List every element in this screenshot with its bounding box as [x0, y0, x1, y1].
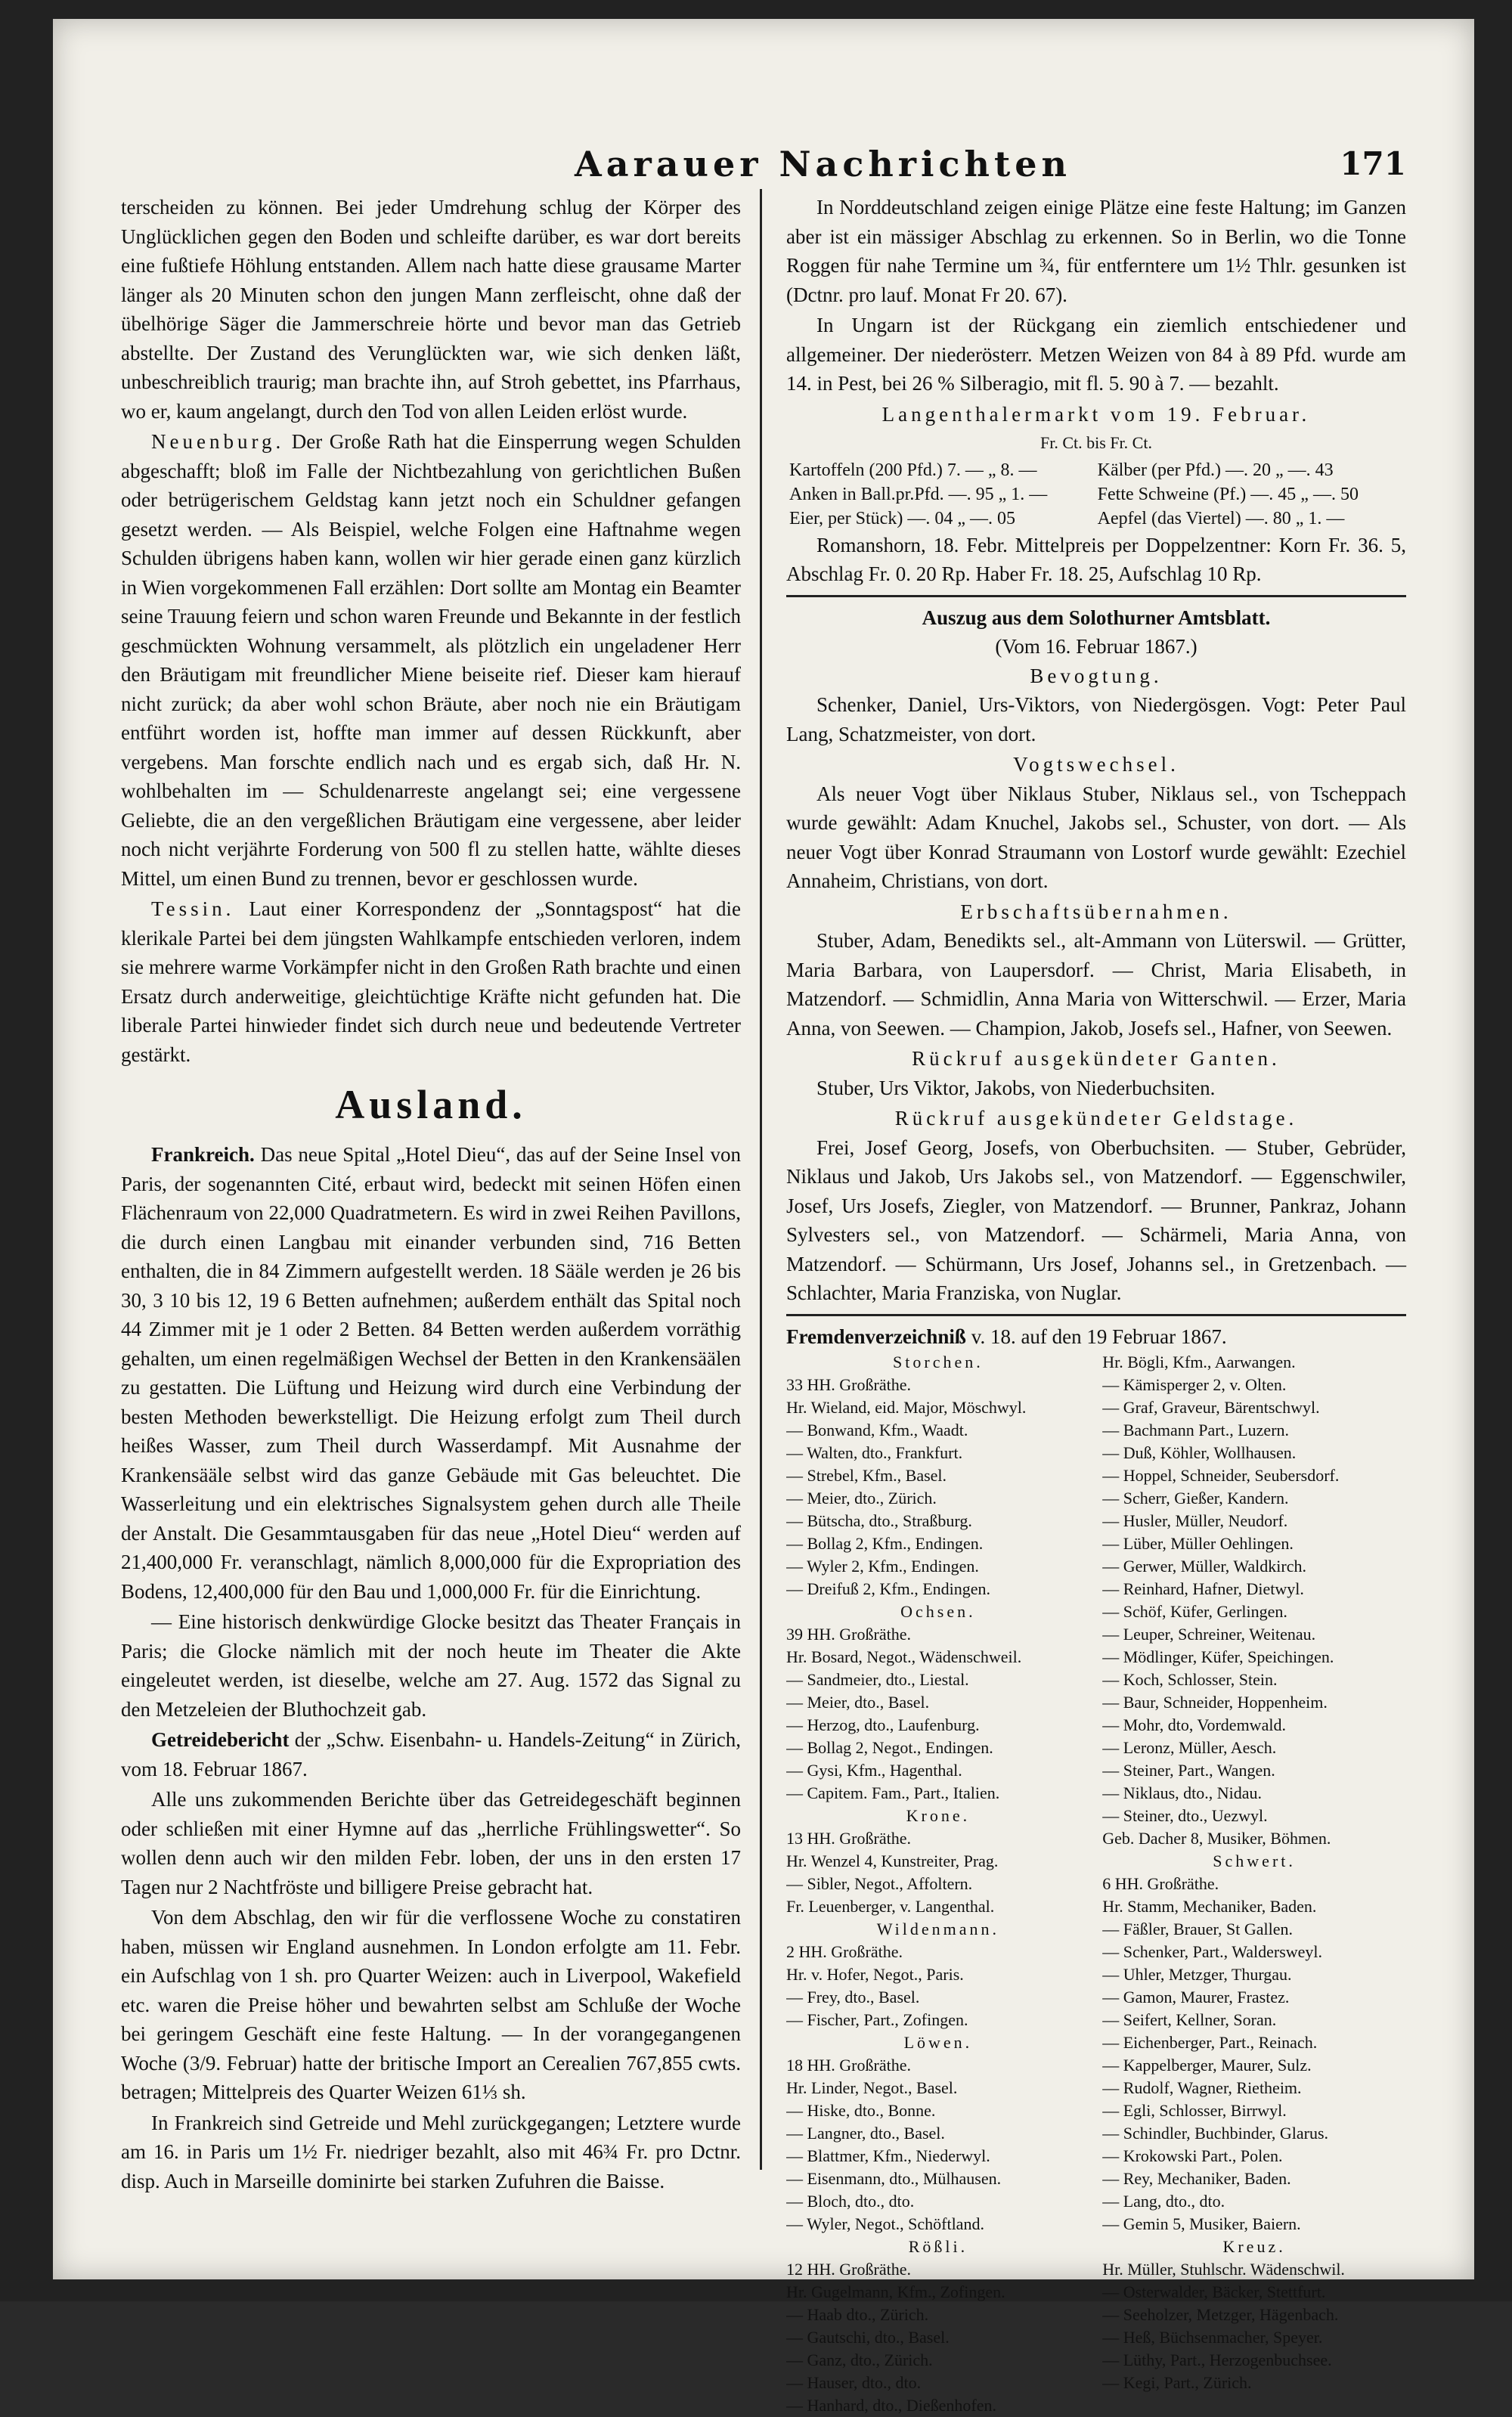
- guest-list-item: Hr. Bosard, Negot., Wädenschweil.: [786, 1647, 1022, 1666]
- erbschaft-heading: Erbschaftsübernahmen.: [960, 900, 1232, 923]
- guest-list-item: — Herzog, dto., Laufenburg.: [786, 1715, 980, 1734]
- guest-list-item: — Mohr, dto, Vordemwald.: [1102, 1715, 1286, 1734]
- guest-list-item: Hr. Gugelmann, Kfm., Zofingen.: [786, 2282, 1005, 2301]
- table-cell: Kartoffeln (200 Pfd.) 7. — „ 8. —: [789, 460, 1037, 480]
- guest-list-item: — Eisenmann, dto., Mülhausen.: [786, 2169, 1002, 2188]
- guest-list-item: Ochsen.: [900, 1602, 976, 1621]
- guest-list-item: Geb. Dacher 8, Musiker, Böhmen.: [1102, 1829, 1331, 1848]
- guest-list-item: — Leuper, Schreiner, Weitenau.: [1102, 1625, 1316, 1644]
- guest-list-item: Hr. v. Hofer, Negot., Paris.: [786, 1965, 964, 1984]
- erbschaft-text: Stuber, Adam, Benedikts sel., alt-Ammann von Lüterswil. — Grütter, Maria Barbara, von Laupersdorf. — Christ, Maria Elisabeth, in Matzendorf. — Schmidlin, Anna Maria von Witterschwil. — Erzer, Maria Anna, von Seewen. — Champion, Jakob, Josefs sel., Hafner, von Seewen.: [786, 929, 1406, 1040]
- guest-list-item: Wildenmann.: [876, 1920, 1000, 1938]
- guest-list-item: Krone.: [906, 1806, 971, 1825]
- amtsblatt-date: (Vom 16. Februar 1867.): [995, 635, 1198, 658]
- table-cell: Kälber (per Pfd.) —. 20 „ —. 43: [1097, 460, 1334, 480]
- paragraph-tessin: [121, 894, 741, 1069]
- guest-list-item: Hr. Bögli, Kfm., Aarwangen.: [1102, 1353, 1296, 1371]
- bevogtung-heading: Bevogtung.: [1030, 664, 1163, 687]
- guest-list-item: — Bonwand, Kfm., Waadt.: [786, 1421, 968, 1439]
- guest-list-item: Kreuz.: [1222, 2237, 1286, 2256]
- guest-list-item: — Eichenberger, Part., Reinach.: [1102, 2033, 1318, 2052]
- guest-list-item: Schwert.: [1213, 1851, 1296, 1870]
- place-heading: Frankreich.: [151, 1143, 255, 1166]
- vogtswechsel-text: Als neuer Vogt über Niklaus Stuber, Niklaus sel., von Tscheppach wurde gewählt: Adam Knuchel, Jakobs sel., Schuster, von dort. — Als neuer Vogt über Konrad Straumann von Lostorf wurde gewählt: Ezechiel Annaheim, Christians, von dort.: [786, 782, 1406, 892]
- page-number: 171: [1340, 145, 1406, 182]
- guest-list-item: — Bütscha, dto., Straßburg.: [786, 1511, 972, 1530]
- guest-list-item: — Schindler, Buchbinder, Glarus.: [1102, 2124, 1329, 2143]
- guest-list-item: Hr. Linder, Negot., Basel.: [786, 2078, 958, 2097]
- paragraph-ungarn: In Ungarn ist der Rückgang ein ziemlich entschiedener und allgemeiner. Der niederösterr. Metzen Weizen von 84 à 89 Pfd. wurde am 14. in Pest, bei 26 % Silberagio, mit fl. 5. 90 à 7. — bezahlt.: [786, 314, 1406, 395]
- guest-list-item: — Ganz, dto., Zürich.: [786, 2350, 933, 2369]
- vogtswechsel-heading: Vogtswechsel.: [1013, 753, 1179, 776]
- guest-list-item: Storchen.: [893, 1353, 984, 1371]
- guest-list-item: — Egli, Schlosser, Birrwyl.: [1102, 2101, 1287, 2120]
- guest-list-item: 13 HH. Großräthe.: [786, 1829, 911, 1848]
- table-row: [786, 507, 1406, 531]
- guest-list-left: [786, 1351, 1090, 2417]
- place-heading: Tessin.: [151, 897, 235, 920]
- guest-list-item: — Gamon, Maurer, Frastez.: [1102, 1988, 1290, 2006]
- paragraph-text: Laut einer Korrespondenz der „Sonntagspost“ hat die klerikale Partei bei dem jüngsten Wahlkampfe entschieden verloren, indem sie mehrere warme Vorkämpfer nicht in den Großen Rath brachte und einen Ersatz durch anderweitige, gleichtüchtige Kräfte nicht gefunden hat. Die liberale Partei hinwieder findet sich durch neue und bedeutende Vertreter gestärkt.: [121, 897, 742, 1066]
- guest-list-item: — Steiner, dto., Uezwyl.: [1102, 1806, 1268, 1825]
- guest-list-item: — Reinhard, Hafner, Dietwyl.: [1102, 1579, 1304, 1598]
- guest-list-item: Rößli.: [908, 2237, 968, 2256]
- column-divider: [760, 189, 762, 2170]
- guest-list-item: — Meier, dto., Basel.: [786, 1693, 930, 1712]
- table-row: [786, 482, 1406, 507]
- guest-list-item: — Koch, Schlosser, Stein.: [1102, 1670, 1278, 1689]
- paragraph-fruehling: Alle uns zukommenden Berichte über das Getreidegeschäft beginnen oder schließen mit einer Hymne auf das „herrliche Frühlingswetter“. So wollen denn auch wir den milden Febr. loben, der uns in den ersten 17 Tagen nur 2 Nachtfröste und billigere Preise gebracht hat.: [121, 1788, 741, 1898]
- horizontal-rule: [786, 1314, 1406, 1316]
- market-price-table: [786, 458, 1406, 531]
- guest-list-item: — Steiner, Part., Wangen.: [1102, 1761, 1275, 1780]
- guest-list-item: — Husler, Müller, Neudorf.: [1102, 1511, 1288, 1530]
- guest-list-item: Hr. Müller, Stuhlschr. Wädenschwil.: [1102, 2260, 1345, 2279]
- market-units: Fr. Ct. bis Fr. Ct.: [1040, 433, 1152, 452]
- paragraph-frankreich: [121, 1140, 741, 1606]
- paragraph-text: Das neue Spital „Hotel Dieu“, das auf der Seine Insel von Paris, der sogenannten Cité, erbaut wird, bedeckt mit seinen Höfen einen Flächenraum von 22,000 Quadratmetern. Es wird in zwei Reihen Pavillons, die durch einen Langbau mit einander verbunden sind, 716 Betten enthalten, die in 84 Zimmern aufgestellt werden. 18 Sääle werden je 26 bis 30, 3 10 bis 12, 19 6 Betten aufnehmen; außerdem enthält das Spital noch 44 Zimmer mit je 1 oder 2 Betten. 84 Betten werden außerdem vorräthig gehalten, um einen regelmäßigen Wechsel der Betten in den Krankensäälen zu gestatten. Die Lüftung und Heizung wird durch eine Verbindung der besten Methoden bewerkstelligt. Die Heizung erfolgt zum Theil durch heißes Wasser, zum Theil durch Wasserdampf. Mit Ausnahme der Krankensääle selbst wird das ganze Gebäude mit Gas beleuchtet. Die Wasserleitung und ein elektrisches Signalsystem gehen durch alle Theile der Anstalt. Die Gesammtausgaben für das neue „Hotel Dieu“ werden auf 21,400,000 Fr. veranschlagt, nämlich 8,000,000 für die Expropriation des Bodens, 12,400,000 für den Bau und 1,000,000 Fr. für die Einrichtung.: [121, 1143, 742, 1603]
- guest-list-item: — Kämisperger 2, v. Olten.: [1102, 1375, 1287, 1394]
- guest-list-item: — Schöf, Küfer, Gerlingen.: [1102, 1602, 1287, 1621]
- guest-list-item: — Gemin 5, Musiker, Baiern.: [1102, 2214, 1301, 2233]
- guest-list-item: — Krokowski Part., Polen.: [1102, 2146, 1283, 2165]
- guest-list-item: — Hanhard, dto., Dießenhofen.: [786, 2396, 996, 2415]
- guest-list-item: — Heß, Büchsenmacher, Speyer.: [1102, 2328, 1323, 2347]
- guest-list-item: — Hiske, dto., Bonne.: [786, 2101, 936, 2120]
- guest-list: [786, 1351, 1406, 2417]
- guest-list-item: 12 HH. Großräthe.: [786, 2260, 911, 2279]
- guest-list-item: — Frey, dto., Basel.: [786, 1988, 920, 2006]
- guest-list-item: — Dreifuß 2, Kfm., Endingen.: [786, 1579, 991, 1598]
- guest-list-item: — Bollag 2, Kfm., Endingen.: [786, 1534, 984, 1553]
- table-cell: Fette Schweine (Pf.) —. 45 „ —. 50: [1097, 484, 1359, 504]
- guest-list-item: — Blattmer, Kfm., Niederwyl.: [786, 2146, 990, 2165]
- guest-list-item: — Kappelberger, Maurer, Sulz.: [1102, 2056, 1312, 2075]
- bevogtung-text: Schenker, Daniel, Urs-Viktors, von Niedergösgen. Vogt: Peter Paul Lang, Schatzmeister, von dort.: [786, 693, 1406, 745]
- guest-list-item: — Wyler, Negot., Schöftland.: [786, 2214, 984, 2233]
- guest-list-item: — Lüber, Müller Oehlingen.: [1102, 1534, 1294, 1553]
- guest-list-item: Hr. Wieland, eid. Major, Möschwyl.: [786, 1398, 1027, 1417]
- guest-list-item: — Gysi, Kfm., Hagenthal.: [786, 1761, 962, 1780]
- guest-list-item: — Gautschi, dto., Basel.: [786, 2328, 950, 2347]
- fremden-date: v. 18. auf den 19 Februar 1867.: [971, 1325, 1227, 1348]
- guest-list-item: 18 HH. Großräthe.: [786, 2056, 911, 2075]
- guest-list-item: — Rudolf, Wagner, Rietheim.: [1102, 2078, 1302, 2097]
- market-title: Langenthalermarkt vom 19. Februar.: [881, 402, 1311, 426]
- guest-list-item: 6 HH. Großräthe.: [1102, 1874, 1219, 1893]
- fremden-title: Fremdenverzeichniß: [786, 1325, 966, 1348]
- guest-list-item: — Schenker, Part., Waldersweyl.: [1102, 1942, 1323, 1961]
- guest-list-item: — Lüthy, Part., Herzogenbuchsee.: [1102, 2350, 1332, 2369]
- paragraph-norddeutschland: In Norddeutschland zeigen einige Plätze eine feste Haltung; im Ganzen aber ist ein mässiger Abschlag zu erkennen. So in Berlin, wo die Tonne Roggen für nahe Termine um ¾, für entferntere um 1½ Thlr. gesunken ist (Dctnr. pro lauf. Monat Fr 20. 67).: [786, 196, 1406, 306]
- left-column: [121, 193, 741, 2197]
- table-row: [786, 458, 1406, 482]
- fremden-heading: [786, 1322, 1406, 1352]
- table-cell: Anken in Ball.pr.Pfd. —. 95 „ 1. —: [789, 484, 1048, 504]
- guest-list-item: Hr. Wenzel 4, Kunstreiter, Prag.: [786, 1851, 999, 1870]
- newspaper-title: Aarauer Nachrichten: [575, 144, 1071, 184]
- guest-list-item: — Uhler, Metzger, Thurgau.: [1102, 1965, 1292, 1984]
- paragraph-text: Der Große Rath hat die Einsperrung wegen Schulden abgeschafft; bloß im Falle der Nichtbezahlung von gerichtlichen Bußen oder betrügerischem Geldstag kann jetzt noch ein Schuldner gefangen gesetzt werden. — Als Beispiel, welche Folgen eine Haftnahme wegen Schulden übrigens haben kann, wollen wir hier gerade einen ganz kürzlich in Wien vorgekommenen Fall erzählen: Dort sollte am Montag ein Beamter seine Trauung feiern und schon waren Freunde und Bekannte in der festlich geschmückten Wohnung versammelt, als plötzlich ein ungeladener Herr den Bräutigam mit freundlicher Miene beiseite rief. Dieser kam hierauf nicht zurück; da aber wohl schon Bräute, aber noch nie ein Bräutigam entführt worden ist, hoffte man immer auf dessen Rückkunft, aber vergebens. Man forschte endlich nach und es ergab sich, daß Hr. N. wohlbehalten im — Schuldenarreste angelangt sei; eine vergessene Geliebte, die an den vergeßlichen Bräutigam eine vergessene, aber leider noch nicht verjährte Forderung von 500 fl zu stellen hatte, wählte dieses Mittel, um einen Bund zu trennen, bevor er geschlossen wurde.: [121, 430, 741, 890]
- table-cell: Aepfel (das Viertel) —. 80 „ 1. —: [1097, 508, 1345, 528]
- guest-list-item: — Rey, Mechaniker, Baden.: [1102, 2169, 1291, 2188]
- guest-list-item: — Langner, dto., Basel.: [786, 2124, 945, 2143]
- report-heading: Getreidebericht: [151, 1728, 290, 1751]
- guest-list-item: — Hoppel, Schneider, Seubersdorf.: [1102, 1466, 1340, 1485]
- guest-list-item: — Sibler, Negot., Affoltern.: [786, 1874, 973, 1893]
- guest-list-item: — Sandmeier, dto., Liestal.: [786, 1670, 969, 1689]
- place-heading: Neuenburg.: [151, 430, 285, 453]
- guest-list-item: — Graf, Graveur, Bärentschwyl.: [1102, 1398, 1320, 1417]
- guest-list-item: Fr. Leuenberger, v. Langenthal.: [786, 1897, 995, 1916]
- paragraph-romanshorn: Romanshorn, 18. Febr. Mittelpreis per Doppelzentner: Korn Fr. 36. 5, Abschlag Fr. 0. 20 Rp. Haber Fr. 18. 25, Aufschlag 10 Rp.: [786, 533, 1406, 585]
- guest-list-item: — Niklaus, dto., Nidau.: [1102, 1783, 1263, 1802]
- guest-list-item: — Mödlinger, Küfer, Speichingen.: [1102, 1647, 1334, 1666]
- gant-heading: Rückruf ausgekündeter Ganten.: [912, 1047, 1281, 1070]
- right-column: [786, 193, 1406, 2417]
- guest-list-item: — Bollag 2, Negot., Endingen.: [786, 1738, 993, 1757]
- horizontal-rule: [786, 595, 1406, 597]
- paragraph-abschlag: Von dem Abschlag, den wir für die verflossene Woche zu constatiren haben, müssen wir England ausnehmen. In London erfolgte am 11. Febr. ein Aufschlag von 1 sh. pro Quarter Weizen: auch in Liverpool, Wakefield etc. waren die Preise höher und bewahrten selbst am Schluße der Woche bei geringem Geschäft eine feste Haltung. — In der vorangegangenen Woche (3/9. Februar) hatte der britische Import an Cerealien 767,855 cwts. betragen; Mittelpreis des Quarter Weizen 61⅓ sh.: [121, 1906, 741, 2103]
- guest-list-item: — Seeholzer, Metzger, Hägenbach.: [1102, 2305, 1339, 2324]
- gant-text: Stuber, Urs Viktor, Jakobs, von Niederbuchsiten.: [816, 1076, 1216, 1099]
- guest-list-item: — Bloch, dto., dto.: [786, 2192, 915, 2211]
- paragraph-glocke: — Eine historisch denkwürdige Glocke besitzt das Theater Français in Paris; die Glocke nämlich mit der noch heute im Theater die Akte eingeleutet werden, ist dieselbe, welche am 27. Aug. 1572 das Signal zu den Metzeleien der Bluthochzeit gab.: [121, 1610, 741, 1721]
- guest-list-item: 39 HH. Großräthe.: [786, 1625, 911, 1644]
- paragraph-text: der „Schw. Eisenbahn- u. Handels-Zeitung“ in Zürich, vom 18. Februar 1867.: [121, 1728, 741, 1780]
- guest-list-item: — Fäßler, Brauer, St Gallen.: [1102, 1920, 1293, 1938]
- guest-list-item: — Duß, Köhler, Wollhausen.: [1102, 1443, 1297, 1462]
- paragraph-frankreich-getreide: In Frankreich sind Getreide und Mehl zurückgegangen; Letztere wurde am 16. in Paris um 1½ Fr. niedriger bezahlt, also mit 46¾ Fr. pro Dctnr. disp. Auch in Marseille dominirte bei starken Zufuhren die Baisse.: [121, 2111, 741, 2192]
- table-cell: Eier, per Stück) —. 04 „ —. 05: [789, 508, 1015, 528]
- page-header: [106, 129, 1406, 189]
- guest-list-item: Löwen.: [903, 2033, 973, 2052]
- guest-list-item: — Baur, Schneider, Hoppenheim.: [1102, 1693, 1328, 1712]
- guest-list-item: — Osterwalder, Bäcker, Stettfurt.: [1102, 2282, 1326, 2301]
- guest-list-item: — Fischer, Part., Zofingen.: [786, 2010, 968, 2029]
- guest-list-item: — Lang, dto., dto.: [1102, 2192, 1225, 2211]
- guest-list-item: — Gerwer, Müller, Waldkirch.: [1102, 1557, 1306, 1576]
- geldstag-text: Frei, Josef Georg, Josefs, von Oberbuchsiten. — Stuber, Gebrüder, Niklaus und Jakob, Urs Jakobs sel., von Matzendorf. — Eggenschwiler, Josef, Urs Josefs, Ziegler, von Matzendorf. — Brunner, Pankraz, Johann Sylvesters sel., von Matzendorf. — Schärmeli, Maria Anna, von Matzendorf. — Schürmann, Urs Josef, Johanns sel., in Gretzenbach. — Schlachter, Maria Franziska, von Nuglar.: [786, 1136, 1406, 1304]
- guest-list-item: — Scherr, Gießer, Kandern.: [1102, 1489, 1289, 1508]
- paragraph-getreidebericht: [121, 1725, 741, 1783]
- section-title-ausland: Ausland.: [335, 1082, 527, 1127]
- paragraph-neuenburg: [121, 427, 741, 893]
- guest-list-item: Hr. Stamm, Mechaniker, Baden.: [1102, 1897, 1317, 1916]
- guest-list-item: — Walten, dto., Frankfurt.: [786, 1443, 963, 1462]
- guest-list-item: — Strebel, Kfm., Basel.: [786, 1466, 947, 1485]
- amtsblatt-title: Auszug aus dem Solothurner Amtsblatt.: [922, 606, 1271, 629]
- guest-list-item: — Haab dto., Zürich.: [786, 2305, 929, 2324]
- guest-list-item: — Bachmann Part., Luzern.: [1102, 1421, 1290, 1439]
- paragraph-accident: terscheiden zu können. Bei jeder Umdrehung schlug der Körper des Unglücklichen gegen den Boden und schleifte darüber, es war dort bereits eine fußtiefe Höhlung entstanden. Allem nach hatte diese grausame Marter länger als 20 Minuten schon den jungen Mann zerfleischt, ohne daß der übelhörige Säger die Jammerschreie hörte und bevor man das Getrieb abstellte. Der Zustand des Verunglückten war, wie sich denken läßt, unbeschreiblich traurig; man brachte ihn, auf Stroh gebettet, ins Pfarrhaus, wo er, kaum angelangt, durch den Tod von allen Leiden erlöst wurde.: [121, 196, 741, 423]
- guest-list-item: — Wyler 2, Kfm., Endingen.: [786, 1557, 979, 1576]
- guest-list-right: [1102, 1351, 1406, 2417]
- guest-list-item: — Kegi, Part., Zürich.: [1102, 2373, 1252, 2392]
- geldstag-heading: Rückruf ausgekündeter Geldstage.: [894, 1107, 1298, 1129]
- guest-list-item: — Capitem. Fam., Part., Italien.: [786, 1783, 1000, 1802]
- guest-list-item: — Hauser, dto., dto.: [786, 2373, 922, 2392]
- guest-list-item: 2 HH. Großräthe.: [786, 1942, 903, 1961]
- guest-list-item: — Seifert, Kellner, Soran.: [1102, 2010, 1277, 2029]
- guest-list-item: — Leronz, Müller, Aesch.: [1102, 1738, 1277, 1757]
- guest-list-item: — Meier, dto., Zürich.: [786, 1489, 937, 1508]
- guest-list-item: 33 HH. Großräthe.: [786, 1375, 911, 1394]
